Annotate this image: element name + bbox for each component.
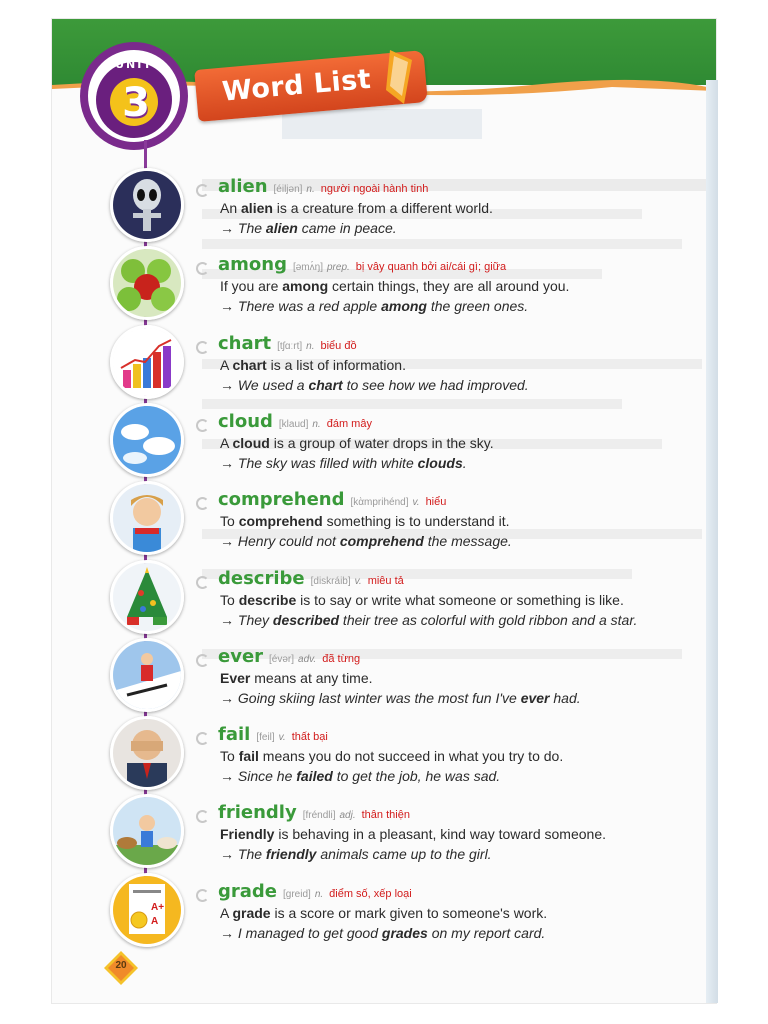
entry-bullet-icon	[196, 262, 209, 275]
entry-pron: [évər]	[269, 653, 295, 665]
entry-pron: [diskráib]	[310, 575, 351, 587]
entry-comprehend	[0, 489, 700, 569]
entry-headword	[218, 176, 428, 197]
entry-example: → They described their tree as colorful with gold ribbon and a star.	[220, 611, 638, 628]
entry-definition: To describe is to say or write what someone or something is like.	[220, 591, 624, 608]
svg-text:A+: A+	[151, 901, 165, 913]
animals-icon	[110, 794, 184, 868]
skier-icon	[110, 638, 184, 712]
emphasis: friendly	[265, 846, 317, 863]
entry-definition: An alien is a creature from a different world.	[220, 200, 493, 216]
entry-headword	[218, 646, 360, 667]
page-number-badge	[104, 951, 138, 985]
entry-viet: miêu tả	[367, 574, 404, 587]
entry-pron: [éiljən]	[273, 184, 303, 195]
emphasis: described	[272, 611, 340, 628]
emphasis: among	[282, 278, 329, 295]
entry-viet: thất bại	[291, 731, 328, 744]
entry-pron: [əmʌ́ŋ]	[292, 262, 323, 274]
entry-word: chart	[218, 332, 272, 354]
emphasis: among	[381, 298, 427, 315]
emphasis: cloud	[232, 434, 270, 451]
entry-headword	[218, 333, 357, 354]
entry-headword	[218, 411, 372, 432]
entry-headword	[218, 489, 446, 510]
unit-label: UNIT	[115, 58, 153, 71]
entry-chart	[0, 332, 700, 413]
emphasis: grade	[232, 904, 271, 921]
page-number: 20	[115, 960, 127, 971]
entry-pos: v.	[412, 497, 420, 509]
emphasis: Ever	[220, 669, 251, 686]
emphasis: chart	[308, 376, 343, 393]
entry-headword	[218, 881, 412, 902]
entry-definition: To fail means you do not succeed in what you try to do.	[220, 748, 564, 765]
emphasis: clouds	[417, 454, 463, 471]
svg-text:A: A	[151, 915, 159, 927]
entry-pron: [tʃɑːrt]	[277, 340, 303, 352]
entry-viet: bị vây quanh bởi ai/cái gì; giữa	[355, 261, 507, 274]
entry-pron: [greid]	[283, 888, 311, 900]
entry-pos: prep.	[326, 262, 350, 274]
entry-pos: adj.	[339, 810, 356, 822]
entry-headword	[218, 802, 410, 823]
entry-pos: n.	[306, 184, 315, 195]
entry-headword	[218, 724, 328, 745]
entry-grade	[0, 880, 700, 961]
entry-describe	[0, 567, 700, 648]
entry-example: → The alien came in peace.	[220, 220, 397, 236]
emphasis: fail	[238, 748, 259, 765]
entry-headword	[218, 568, 404, 589]
emphasis: Friendly	[220, 826, 275, 843]
entry-ever	[0, 645, 700, 726]
entry-example: → Going skiing last winter was the most fun I've ever had.	[220, 689, 581, 706]
entry-pron: [feil]	[256, 732, 275, 744]
entry-definition: To comprehend something is to understand it.	[220, 513, 510, 530]
entry-viet: hiểu	[425, 496, 447, 509]
entry-example: → Henry could not comprehend the message.	[220, 533, 512, 550]
christmas-tree-icon	[110, 560, 184, 634]
boy-icon	[110, 481, 184, 555]
entry-definition: If you are among certain things, they are all around you.	[220, 278, 570, 295]
cloud-icon	[110, 403, 184, 477]
entry-viet: đám mây	[326, 417, 372, 430]
entry-word: among	[218, 254, 287, 276]
emphasis: ever	[520, 689, 550, 706]
entry-example: → The sky was filled with white clouds.	[220, 454, 467, 471]
emphasis: alien	[265, 220, 298, 236]
entry-word: fail	[218, 724, 251, 746]
entry-friendly	[0, 802, 700, 882]
entry-word: friendly	[218, 802, 297, 824]
entry-headword	[218, 254, 506, 275]
entry-pos: n.	[306, 340, 315, 352]
entry-definition: A grade is a score or mark given to someone's work.	[220, 904, 548, 921]
report-card-icon	[110, 873, 184, 947]
apples-icon	[110, 246, 184, 320]
sad-man-icon	[110, 716, 184, 790]
entry-pron: [kὰmprihénd]	[350, 497, 409, 509]
unit-number: 3	[122, 80, 150, 126]
emphasis: comprehend	[339, 533, 424, 550]
entry-pos: n.	[312, 418, 321, 430]
entry-cloud	[0, 410, 700, 491]
entry-viet: đã từng	[322, 652, 361, 665]
entry-bullet-icon	[196, 341, 209, 354]
pencil-icon	[386, 50, 416, 104]
entry-pos: v.	[278, 732, 286, 744]
entry-bullet-icon	[196, 419, 209, 432]
entry-bullet-icon	[196, 184, 209, 197]
entry-example: → The friendly animals came up to the girl.	[220, 846, 492, 863]
entry-definition: Ever means at any time.	[220, 669, 373, 686]
page-title: Word List	[220, 63, 373, 108]
emphasis: failed	[296, 768, 333, 785]
entry-example: → I managed to get good grades on my report card.	[220, 924, 546, 941]
entry-word: grade	[218, 880, 278, 902]
entry-word: cloud	[218, 410, 273, 432]
entry-bullet-icon	[196, 889, 209, 902]
entry-definition: A cloud is a group of water drops in the sky.	[220, 434, 494, 451]
alien-icon	[110, 168, 184, 242]
emphasis: comprehend	[238, 513, 323, 530]
entry-bullet-icon	[196, 654, 209, 667]
entry-definition: A chart is a list of information.	[220, 356, 406, 373]
bar-chart-icon	[110, 325, 184, 399]
entry-bullet-icon	[196, 732, 209, 745]
emphasis: grades	[381, 924, 428, 941]
emphasis: chart	[232, 356, 267, 373]
entry-viet: biểu đồ	[320, 339, 357, 352]
entry-word: ever	[218, 645, 264, 667]
entry-bullet-icon	[196, 810, 209, 823]
entry-pos: adv.	[298, 653, 317, 665]
entry-pron: [fréndli]	[302, 810, 336, 822]
entry-example: → There was a red apple among the green ones.	[220, 298, 529, 315]
entry-pos: v.	[354, 575, 362, 587]
emphasis: describe	[238, 591, 297, 608]
entry-bullet-icon	[196, 497, 209, 510]
entry-viet: thân thiện	[361, 809, 410, 822]
entry-word: alien	[218, 176, 268, 197]
entry-fail	[0, 724, 700, 804]
entry-word: describe	[218, 567, 305, 589]
entry-among	[0, 254, 700, 334]
entry-pron: [klaud]	[278, 418, 309, 430]
entry-example: → Since he failed to get the job, he was sad.	[220, 768, 501, 785]
entry-viet: người ngoài hành tinh	[320, 183, 429, 195]
entry-bullet-icon	[196, 576, 209, 589]
entry-alien	[0, 176, 700, 256]
entry-example: → We used a chart to see how we had improved.	[220, 376, 529, 393]
emphasis: alien	[241, 200, 273, 216]
entry-word: comprehend	[218, 489, 345, 511]
page-edge-right	[706, 80, 718, 1003]
entry-pos: n.	[314, 888, 324, 900]
entry-viet: điểm số, xếp loại	[329, 887, 412, 900]
entry-definition: Friendly is behaving in a pleasant, kind way toward someone.	[220, 826, 606, 843]
